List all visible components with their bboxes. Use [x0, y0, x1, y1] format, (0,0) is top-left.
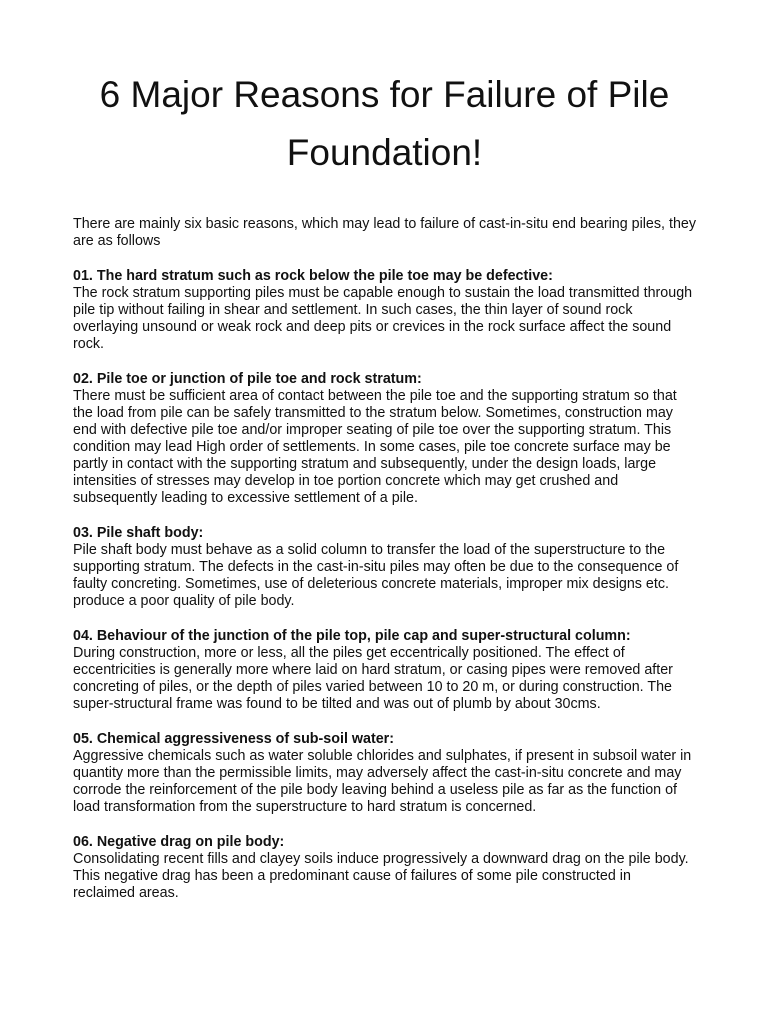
section-02 — [73, 371, 696, 507]
section-heading: 01. The hard stratum such as rock below the pile toe may be defective: — [73, 268, 553, 284]
document-title: 6 Major Reasons for Failure of Pile Foundation! — [99, 74, 670, 173]
section-body: The rock stratum supporting piles must be capable enough to sustain the load transmitted through pile tip without failing in shear and settlement. In such cases, the thin layer of sound rock overlaying unsound or weak rock and deep pits or crevices in the rock surface affect the sound rock. — [73, 285, 693, 352]
section-body: During construction, more or less, all the piles get eccentrically positioned. The effect of eccentricities is generally more where laid on hard stratum, or casing pipes were removed after concreting of piles, or the depth of piles varied between 10 to 20 m, or during construction. The super-structural frame was found to be tilted and was out of plumb by about 30cms. — [73, 645, 673, 712]
section-03 — [73, 525, 696, 610]
intro-paragraph: There are mainly six basic reasons, which may lead to failure of cast-in-situ end bearing piles, they are as follows — [73, 216, 697, 249]
section-body: Consolidating recent fills and clayey soils induce progressively a downward drag on the pile body. This negative drag has been a predominant cause of failures of some pile constructed in reclaimed areas. — [73, 851, 689, 901]
section-05 — [73, 731, 696, 816]
section-body: Pile shaft body must behave as a solid column to transfer the load of the superstructure to the supporting stratum. The defects in the cast-in-situ piles may often be due to the consequence of faulty concreting. Sometimes, use of deleterious concrete materials, improper mix designs etc. produce a poor quality of pile body. — [73, 542, 679, 609]
section-body: Aggressive chemicals such as water soluble chlorides and sulphates, if present in subsoil water in quantity more than the permissible limits, may adversely affect the cast-in-situ concrete and may corrode the reinforcement of the pile body leaving behind a useless pile as far as the function of load transformation from the superstructure to hard stratum is concerned. — [73, 748, 692, 815]
section-04 — [73, 628, 696, 713]
section-heading: 05. Chemical aggressiveness of sub-soil water: — [73, 731, 395, 747]
section-body: There must be sufficient area of contact between the pile toe and the supporting stratum so that the load from pile can be safely transmitted to the stratum below. Sometimes, construction may end with defective pile toe and/or improper seating of pile toe over the supporting stratum. This condition may lead High order of settlements. In some cases, pile toe concrete surface may be partly in contact with the supporting stratum and subsequently, under the design loads, large intensities of stresses may develop in toe portion concrete which may get crushed and subsequently leading to excessive settlement of a pile. — [73, 388, 677, 506]
section-heading: 06. Negative drag on pile body: — [73, 834, 285, 850]
section-heading: 04. Behaviour of the junction of the pile top, pile cap and super-structural column: — [73, 628, 631, 644]
section-heading: 02. Pile toe or junction of pile toe and rock stratum: — [73, 371, 422, 387]
section-heading: 03. Pile shaft body: — [73, 525, 204, 541]
section-06 — [73, 834, 696, 902]
section-01 — [73, 268, 696, 353]
